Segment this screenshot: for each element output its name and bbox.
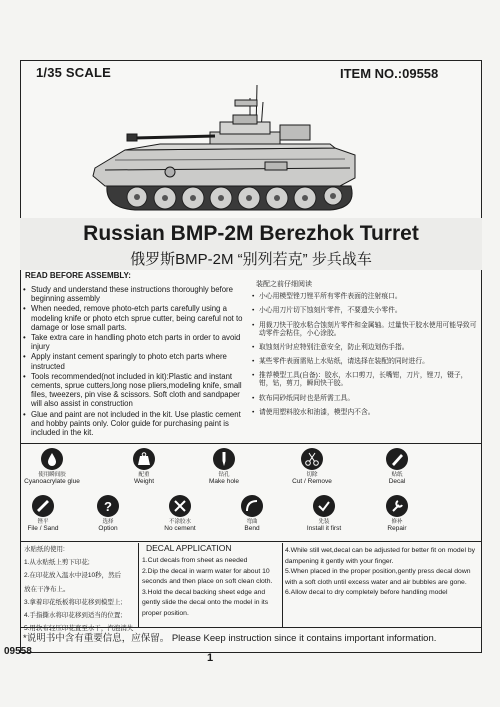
title-english: Russian BMP-2M Berezhok Turret <box>83 222 419 245</box>
decal-step: 4.While still wet,decal can be adjusted for better fit on model by dampening it gently with your finger. <box>285 547 476 565</box>
symbol-weight: 配重 Weight <box>100 448 188 485</box>
weight-icon <box>133 448 155 470</box>
keep-instructions-note: *说明书中含有重要信息，应保留。 Please Keep instruction since it contains important information. <box>23 633 437 644</box>
read-before-item: • Study and understand these instructions thoroughly before beginning assembly <box>23 285 248 303</box>
symbol-make-hole: 钻孔 Make hole <box>180 448 268 485</box>
cn-instruction-item: • 某些零件表面需贴上水贴纸，请选择在装配的同时进行。 <box>252 358 480 366</box>
symbol-install-first: 先装 Install it first <box>280 495 368 532</box>
cn-instruction-item: • 请使用塑料胶水和油漆，模型内不含。 <box>252 409 480 417</box>
read-before-item: • Apply instant cement sparingly to photo etch parts where instructed <box>23 352 248 370</box>
symbol-decal: 贴纸 Decal <box>353 448 441 485</box>
title-chinese: 俄罗斯BMP-2M “别列若克” 步兵战车 <box>130 251 372 268</box>
bend-icon <box>241 495 263 517</box>
read-before-item: • When needed, remove photo-etch parts carefully using a modeling knife or photo etch sprue cutter, being careful not to damage or lose small parts. <box>23 304 248 332</box>
decal-step: 5.When placed in the proper position,gently press decal down with a soft cloth until excess water and air bubbles are gone. <box>285 568 471 586</box>
decal-cn-step: 5.用软布轻压印花直至水干，汽泡消失 <box>24 625 134 633</box>
decal-step: 1.Cut decals from sheet as needed <box>142 557 248 564</box>
question-icon <box>97 495 119 517</box>
cn-instruction-item: • 取蚀刻片时应特别注意安全，防止利边划伤手指。 <box>252 344 480 352</box>
decal-cn-step: 4.手指撕水将印花移到适当的位置; <box>24 612 123 620</box>
section-divider <box>20 443 482 444</box>
cn-instruction-item: • 用裁刀快干胶水粘合蚀刻片零件和金属轴。过量快干胶水使用可能导致可动零件会粘住，小心涂胶。 <box>252 322 480 338</box>
symbol-repair: 修补 Repair <box>353 495 441 532</box>
symbol-cut-remove: 切除 Cut / Remove <box>268 448 356 485</box>
cn-instruction-item: • 软布同砂纸同时也是所需工具。 <box>252 395 480 403</box>
symbol-bend: 弯曲 Bend <box>208 495 296 532</box>
cn-instructions-heading: 装配之前仔细阅读 <box>256 281 312 288</box>
decal-step: 2.Dip the decal in warm water for about 10 seconds and then place on soft clean cloth. <box>142 567 273 585</box>
section-divider <box>20 627 482 628</box>
symbol-cyanoacrylate-glue: 使用瞬间胶 Cyanoacrylate glue <box>8 448 96 485</box>
scale-label: 1/35 SCALE <box>36 65 111 80</box>
item-number: ITEM NO.:09558 <box>340 66 439 81</box>
section-divider <box>20 541 482 542</box>
symbol-no-cement: 不涂胶水 No cement <box>136 495 224 532</box>
decal-heading: DECAL APPLICATION <box>146 543 232 553</box>
decal-cn-step: 3.拿着印花纸板将印花移到模型上; <box>24 598 123 606</box>
glue-drop-icon <box>41 448 63 470</box>
read-before-heading: READ BEFORE ASSEMBLY: <box>25 271 131 280</box>
symbol-option: ? 选择 Option <box>64 495 152 532</box>
cn-instruction-item: • 推荐模型工具(自备)：胶水，水口剪刀，长嘴钳，刀片，锉刀，镊子，钳，钻，剪刀，瞬间快干胶。 <box>252 372 480 388</box>
symbol-file-sand: 锉平 File / Sand <box>0 495 87 532</box>
tank-illustration <box>85 80 425 215</box>
read-before-item: • Glue and paint are not included in the kit. Use plastic cement and hobby paints only. Color guide for purchasing paint is included in the kit. <box>23 410 248 438</box>
read-before-item: • Tools recommended(not included in kit):Plastic and instant cements, sprue cutters,long nose pliers,modeling knife, small files, tweezers, pin vise & scissors. Soft cloth and sandpaper will also assist in construction <box>23 372 248 409</box>
svg-text:?: ? <box>104 499 112 514</box>
decal-instructions-right <box>285 546 480 599</box>
scissors-icon <box>301 448 323 470</box>
drill-icon <box>213 448 235 470</box>
decal-step: 6.Allow decal to dry completely before handling model <box>285 589 448 596</box>
decal-cn-step: 放在干净布上。 <box>24 585 70 593</box>
decal-cn-heading: 水贴纸的使用: <box>24 546 65 553</box>
decal-instructions-left <box>142 543 282 619</box>
cn-instructions-list <box>252 293 480 423</box>
decal-icon <box>386 448 408 470</box>
column-divider <box>138 543 139 627</box>
read-before-list <box>23 285 248 438</box>
read-before-item: • Take extra care in handling photo etch parts in order to avoid injury <box>23 333 248 351</box>
file-icon <box>32 495 54 517</box>
decal-instructions-chinese <box>24 543 134 635</box>
page-number: 1 <box>207 652 214 664</box>
no-cement-icon <box>169 495 191 517</box>
cn-instruction-item: • 小心用刀片切下蚀刻片零件，不要遗失小零件。 <box>252 307 480 315</box>
decal-step: 3.Hold the decal backing sheet edge and gently slide the decal onto the model in its proper position. <box>142 588 269 617</box>
item-code: 09558 <box>4 646 32 657</box>
decal-cn-step: 1.从水贴纸上剪下印花; <box>24 559 90 567</box>
column-divider <box>282 543 283 627</box>
decal-cn-step: 2.在印花放入温水中浸10秒，然后 <box>24 572 122 580</box>
cn-instruction-item: • 小心用模型锉刀锉平所有零件表面的注射痕口。 <box>252 293 480 301</box>
install-first-icon <box>313 495 335 517</box>
repair-icon <box>386 495 408 517</box>
